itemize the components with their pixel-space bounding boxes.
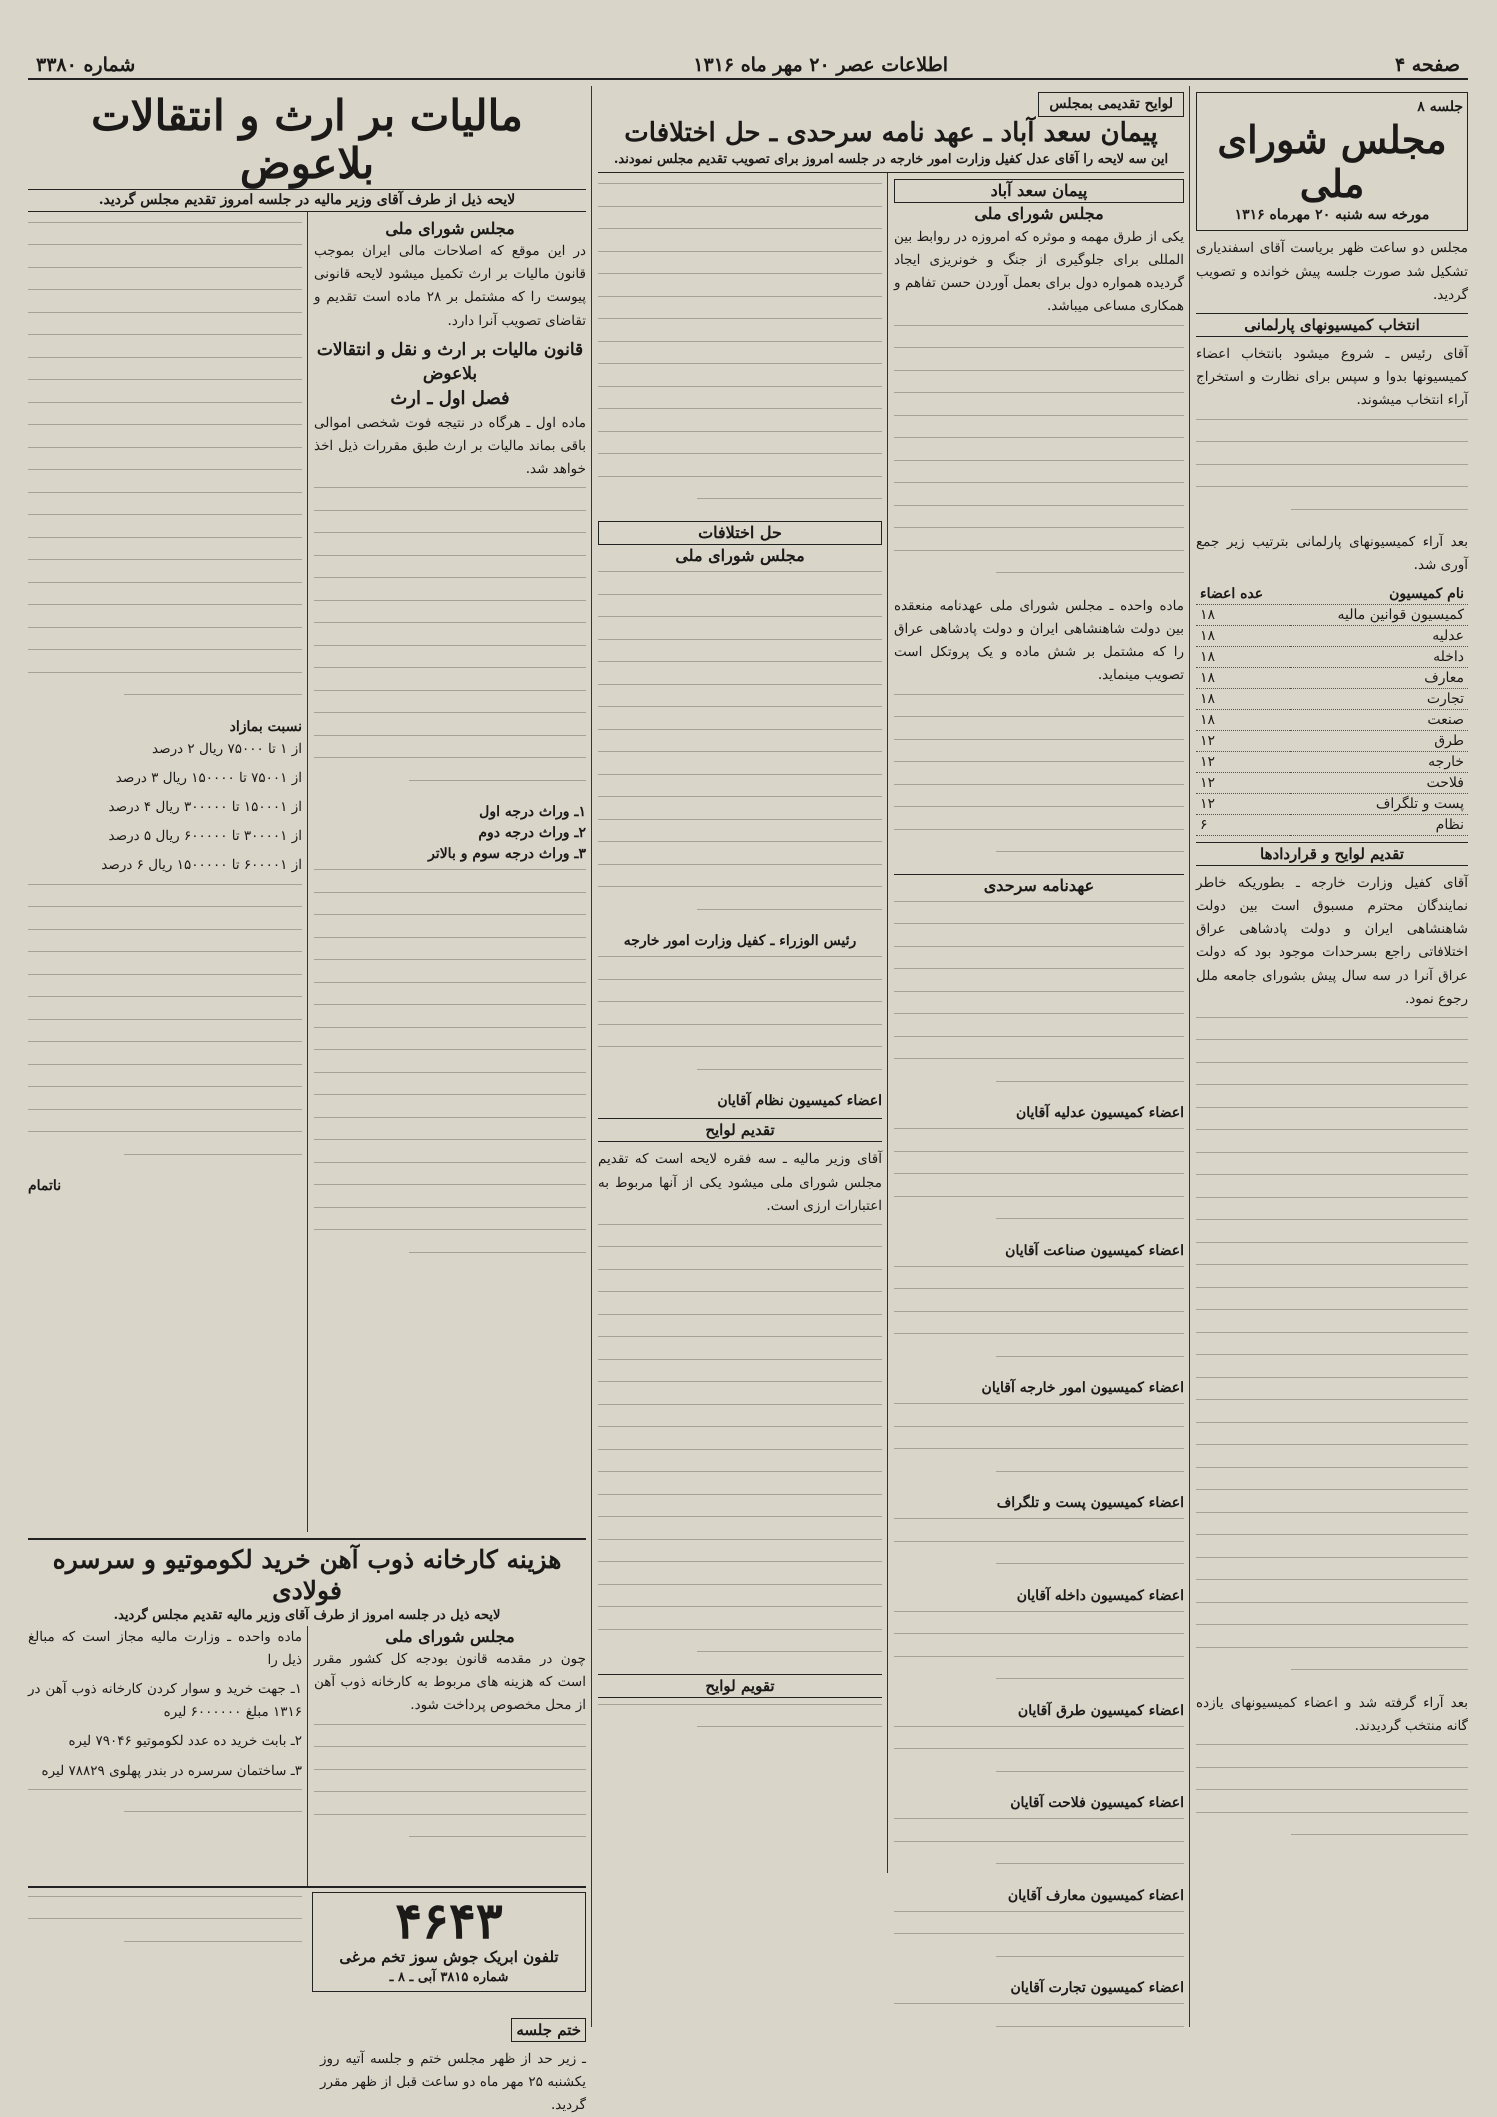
body-text-lines <box>28 884 302 1155</box>
table-row <box>1196 604 1468 625</box>
rate-line: از ۷۵۰۰۱ تا ۱۵۰۰۰۰ ریال ۳ درصد <box>115 769 302 786</box>
maliyat-majlis-head: مجلس شورای ملی <box>385 218 515 238</box>
commission-tejarat: اعضاء کمیسیون تجارت آقایان <box>1010 1980 1184 1997</box>
maliyat-title: مالیات بر ارث و انتقالات بلاعوض <box>91 91 523 189</box>
table-row <box>1196 772 1468 793</box>
commission-name: خارجه <box>1290 751 1468 772</box>
hazineh-right <box>314 1626 586 1859</box>
election-text: آقای رئیس ـ شروع میشود بانتخاب اعضاء کمیسیونها بدوا و سپس برای نظارت و استخراج آراء انتخاب میشوند. <box>1196 346 1468 409</box>
khatm-heading: ختم جلسه <box>511 2018 586 2042</box>
table-row <box>1196 709 1468 730</box>
commission-name: طرق <box>1290 730 1468 751</box>
fasl-heading: فصل اول ـ ارث <box>390 388 510 410</box>
body-text-lines <box>894 1128 1184 1219</box>
body-text-lines <box>28 1896 302 1942</box>
commission-count: ۱۲ <box>1196 793 1290 814</box>
maliyat-section <box>28 91 587 2114</box>
lawayeh-head: لوایح تقدیمی بمجلس <box>1038 92 1184 117</box>
tabaqeh-1: ۱ـ وراث درجه اول <box>479 804 586 821</box>
commission-name: فلاحت <box>1290 772 1468 793</box>
commission-count: ۱۸ <box>1196 667 1290 688</box>
body-text-lines <box>894 1611 1184 1680</box>
hazineh-madeh: ماده واحده ـ وزارت مالیه مجاز است که مبالغ ذیل را <box>28 1628 302 1668</box>
majlis-column <box>1196 92 1468 2027</box>
commission-name: داخله <box>1290 646 1468 667</box>
hazineh-item: ۲ـ بابت خرید ده عدد لکوموتیو ۷۹۰۴۶ لیره <box>68 1733 302 1750</box>
commissions-heading: انتخاب کمیسیونهای پارلمانی <box>1196 313 1468 337</box>
table-header: عده اعضاء <box>1196 584 1290 605</box>
saadabad-heading: پیمان سعد آباد <box>894 179 1184 203</box>
commission-toroq: اعضاء کمیسیون طرق آقایان <box>1017 1702 1184 1719</box>
hal-column <box>598 179 882 1749</box>
body-text-lines <box>894 694 1184 853</box>
laws-text: آقای کفیل وزارت خارجه ـ بطوریکه خاطر نمایندگان محترم مسبوق است بین دولت شاهنشاهی ایران و دولت پادشاهی عراق اختلافاتی راجع بسرحدات موجود بود که دولت عراق آنرا در سه سال پیش بشورای جامعه ملل رجوع نمود. <box>1196 874 1468 1007</box>
rate-line: از ۱۵۰۰۰۱ تا ۳۰۰۰۰۰ ریال ۴ درصد <box>108 799 302 816</box>
commission-falahat: اعضاء کمیسیون فلاحت آقایان <box>1010 1795 1184 1812</box>
hazineh-item: ۱ـ جهت خرید و سوار کردن کارخانه ذوب آهن در ۱۳۱۶ مبلغ ۶۰۰۰۰۰۰ لیره <box>28 1681 302 1721</box>
commission-name: پست و تلگراف <box>1290 793 1468 814</box>
commission-sanaat: اعضاء کمیسیون صناعت آقایان <box>1005 1242 1184 1259</box>
table-header-row <box>1196 584 1468 605</box>
body-text-lines <box>1196 1017 1468 1671</box>
hazineh-majlis-head: مجلس شورای ملی <box>385 1626 515 1646</box>
commission-dakhleh: اعضاء کمیسیون داخله آقایان <box>1016 1587 1184 1604</box>
saadabad-column <box>894 179 1184 2048</box>
majlis-title: مجلس شورای ملی <box>1217 117 1447 206</box>
commission-count: ۱۸ <box>1196 604 1290 625</box>
body-text-lines <box>28 222 302 696</box>
majlis-heading-2: مجلس شورای ملی <box>675 545 805 565</box>
body-text-lines <box>1196 419 1468 510</box>
lawayeh-title: پیمان سعد آباد ـ عهد نامه سرحدی ـ حل اختلافات <box>624 118 1158 148</box>
commission-name: صنعت <box>1290 709 1468 730</box>
saadabad-madeh: ماده واحده ـ مجلس شورای ملی عهدنامه منعقده بین دولت شاهنشاهی ایران و دولت پادشاهی عراق را که مشتمل بر شش ماده و یک پروتکل است تصویب مینماید. <box>894 597 1184 684</box>
commission-adliyeh: اعضاء کمیسیون عدلیه آقایان <box>1015 1105 1184 1122</box>
commission-count: ۱۸ <box>1196 625 1290 646</box>
maliyat-left-column <box>28 218 302 1198</box>
table-row <box>1196 625 1468 646</box>
table-row <box>1196 688 1468 709</box>
table-row <box>1196 730 1468 751</box>
body-text-lines <box>894 1726 1184 1772</box>
continued-label: ناتمام <box>28 1178 62 1195</box>
lawayeh-sub: این سه لایحه را آقای عدل کفیل وزارت امور خارجه در جلسه امروز برای تصویب تقدیم مجلس نمودند. <box>598 150 1184 174</box>
column-rule <box>887 173 888 1873</box>
paper-date: اطلاعات عصر ۲۰ مهر ماه ۱۳۱۶ <box>693 54 948 76</box>
body-text-lines <box>28 1789 302 1813</box>
phone-ad <box>312 1892 586 1992</box>
body-text-lines <box>598 956 882 1070</box>
rate-line: از ۱ تا ۷۵۰۰۰ ریال ۲ درصد <box>152 740 302 757</box>
saadabad-para: یکی از طرق مهمه و موثره که امروزه در روابط بین المللی برای جلوگیری از جنگ و خونریزی ایجاد گردیده همواره دول برای بعمل آوردن حسن تفاهم و همکاری مساعی میباشد. <box>894 228 1184 315</box>
session-intro: مجلس دو ساعت ظهر بریاست آقای اسفندیاری تشکیل شد صورت جلسه پیش خوانده و تصویب گردید. <box>1196 240 1468 303</box>
laws-text-2: بعد آراء گرفته شد و اعضاء کمیسیونهای یازده گانه منتخب گردیدند. <box>1196 1694 1468 1735</box>
table-row <box>1196 793 1468 814</box>
hazineh-section <box>28 1538 586 1886</box>
commission-kharejeh: اعضاء کمیسیون امور خارجه آقایان <box>981 1380 1184 1397</box>
column-rule <box>307 1626 308 1886</box>
rates-heading: نسبت بمازاد <box>229 718 302 735</box>
tahvil-heading: تقویم لوایح <box>598 1674 882 1698</box>
body-text-lines <box>894 1911 1184 1957</box>
session-number: جلسه ۸ <box>1417 99 1463 115</box>
body-text-lines <box>314 487 586 781</box>
commission-name: تجارت <box>1290 688 1468 709</box>
rate-line: از ۳۰۰۰۰۱ تا ۶۰۰۰۰۰ ریال ۵ درصد <box>108 828 302 845</box>
body-text-lines <box>894 901 1184 1082</box>
body-text-lines <box>598 1224 882 1653</box>
hazineh-item: ۳ـ ساختمان سرسره در بندر پهلوی ۷۸۸۲۹ لیره <box>41 1762 302 1779</box>
commission-count: ۶ <box>1196 814 1290 835</box>
khatm-section <box>28 2012 586 2117</box>
maliyat-para: در این موقع که اصلاحات مالی ایران بموجب قانون مالیات بر ارث تکمیل میشود لایحه قانونی پیوست را که مشتمل بر ۲۸ ماده است تقدیم و تقاضای تصویب آنرا دارد. <box>314 242 586 329</box>
hazineh-para: چون در مقدمه قانون بودجه کل کشور مقرر است که هزینه های مربوط به کارخانه ذوب آهن از محل مخصوص پرداخت شود. <box>314 1650 586 1714</box>
commission-name: عدلیه <box>1290 625 1468 646</box>
laws-heading: تقدیم لوایح و قراردادها <box>1196 842 1468 866</box>
ad-text: تلفون ابریک جوش سوز تخم مرغی <box>339 1947 559 1966</box>
table-row <box>1196 814 1468 835</box>
commission-count: ۱۸ <box>1196 688 1290 709</box>
body-text-lines <box>598 183 882 499</box>
column-rule <box>307 212 308 1532</box>
khatm-text: ـ زیر حد از ظهر مجلس ختم و جلسه آتیه روز یکشنبه ۲۵ مهر ماه دو ساعت قبل از ظهر مقرر گردید. <box>320 2050 587 2114</box>
ahdnameh-heading: عهدنامه سرحدی <box>894 874 1184 897</box>
commission-count: ۱۲ <box>1196 751 1290 772</box>
body-text-lines <box>598 571 882 910</box>
commission-count: ۱۲ <box>1196 730 1290 751</box>
body-text-lines <box>894 2003 1184 2027</box>
hal-heading: حل اختلافات <box>598 521 882 545</box>
commission-count: ۱۸ <box>1196 646 1290 667</box>
ad-phone-number: ۴۶۴۳ <box>395 1890 503 1950</box>
khatm-area <box>28 1892 302 1964</box>
body-text-lines <box>314 1724 586 1838</box>
commission-post: اعضاء کمیسیون پست و تلگراف <box>996 1495 1184 1512</box>
body-text-lines <box>894 1818 1184 1864</box>
column-rule <box>1189 86 1190 2027</box>
lawayeh-section <box>598 92 1184 2027</box>
table-row <box>1196 751 1468 772</box>
commission-maaref: اعضاء کمیسیون معارف آقایان <box>1007 1887 1184 1904</box>
commission-nezam: اعضاء کمیسیون نظام آقایان <box>717 1093 882 1110</box>
page-number: صفحه ۴ <box>1394 54 1460 76</box>
bottom-section <box>28 1886 586 2012</box>
law-heading: قانون مالیات بر ارث و نقل و انتقالات بلاعوض <box>316 339 584 384</box>
body-text-lines <box>1196 1744 1468 1835</box>
hazineh-sub: لایحه ذیل در جلسه امروز از طرف آقای وزیر مالیه تقدیم مجلس گردید. <box>113 1608 501 1624</box>
session-date: مورخه سه شنبه ۲۰ مهرماه ۱۳۱۶ <box>1234 207 1430 224</box>
body-text-lines <box>314 869 586 1253</box>
table-intro: بعد آراء کمیسیونهای پارلمانی بترتیب زیر جمع آوری شد. <box>1196 534 1468 574</box>
body-text-lines <box>894 1403 1184 1472</box>
commission-table <box>1196 584 1468 836</box>
table-header: نام کمیسیون <box>1290 584 1468 605</box>
body-text-lines <box>598 1704 882 1728</box>
commission-count: ۱۲ <box>1196 772 1290 793</box>
body-text-lines <box>894 1518 1184 1564</box>
taqdim-text: آقای وزیر مالیه ـ سه فقره لایحه است که تقدیم مجلس شورای ملی میشود یکی از آنها مربوط به اعتبارات ارزی است. <box>598 1151 882 1214</box>
body-text-lines <box>894 325 1184 574</box>
issue-number: شماره ۳۳۸۰ <box>36 54 136 76</box>
tabaqeh-2: ۲ـ وراث درجه دوم <box>478 825 586 842</box>
maliyat-sub: لایحه ذیل از طرف آقای وزیر مالیه در جلسه امروز تقدیم مجلس گردید. <box>28 189 586 212</box>
madeh-1: ماده اول ـ هرگاه در نتیجه فوت شخصی اموالی باقی بماند مالیات بر ارث طبق مقررات ذیل اخذ خواهد شد. <box>314 414 586 478</box>
body-text-lines <box>894 1266 1184 1357</box>
taqdim-heading: تقدیم لوایح <box>598 1118 882 1142</box>
commission-name: کمیسیون قوانین مالیه <box>1290 604 1468 625</box>
hazineh-title: هزینه کارخانه ذوب آهن خرید لکوموتیو و سرسره فولادی <box>52 1544 562 1605</box>
commission-name: معارف <box>1290 667 1468 688</box>
majlis-heading: مجلس شورای ملی <box>974 204 1104 224</box>
hazineh-left <box>28 1626 302 1834</box>
table-row <box>1196 667 1468 688</box>
commission-count: ۱۸ <box>1196 709 1290 730</box>
newspaper-page <box>28 52 1468 2114</box>
signature: رئیس الوزراء ـ کفیل وزارت امور خارجه <box>623 933 857 950</box>
ad-sub: شماره ۳۸۱۵ آبی ـ ۸ ـ <box>389 1970 509 1986</box>
column-rule <box>591 86 592 2027</box>
commission-name: نظام <box>1290 814 1468 835</box>
table-row <box>1196 646 1468 667</box>
tabaqeh-3: ۳ـ وراث درجه سوم و بالاتر <box>428 846 586 863</box>
rate-line: از ۶۰۰۰۰۱ تا ۱۵۰۰۰۰۰ ریال ۶ درصد <box>101 857 302 874</box>
maliyat-right-column <box>314 218 586 1275</box>
